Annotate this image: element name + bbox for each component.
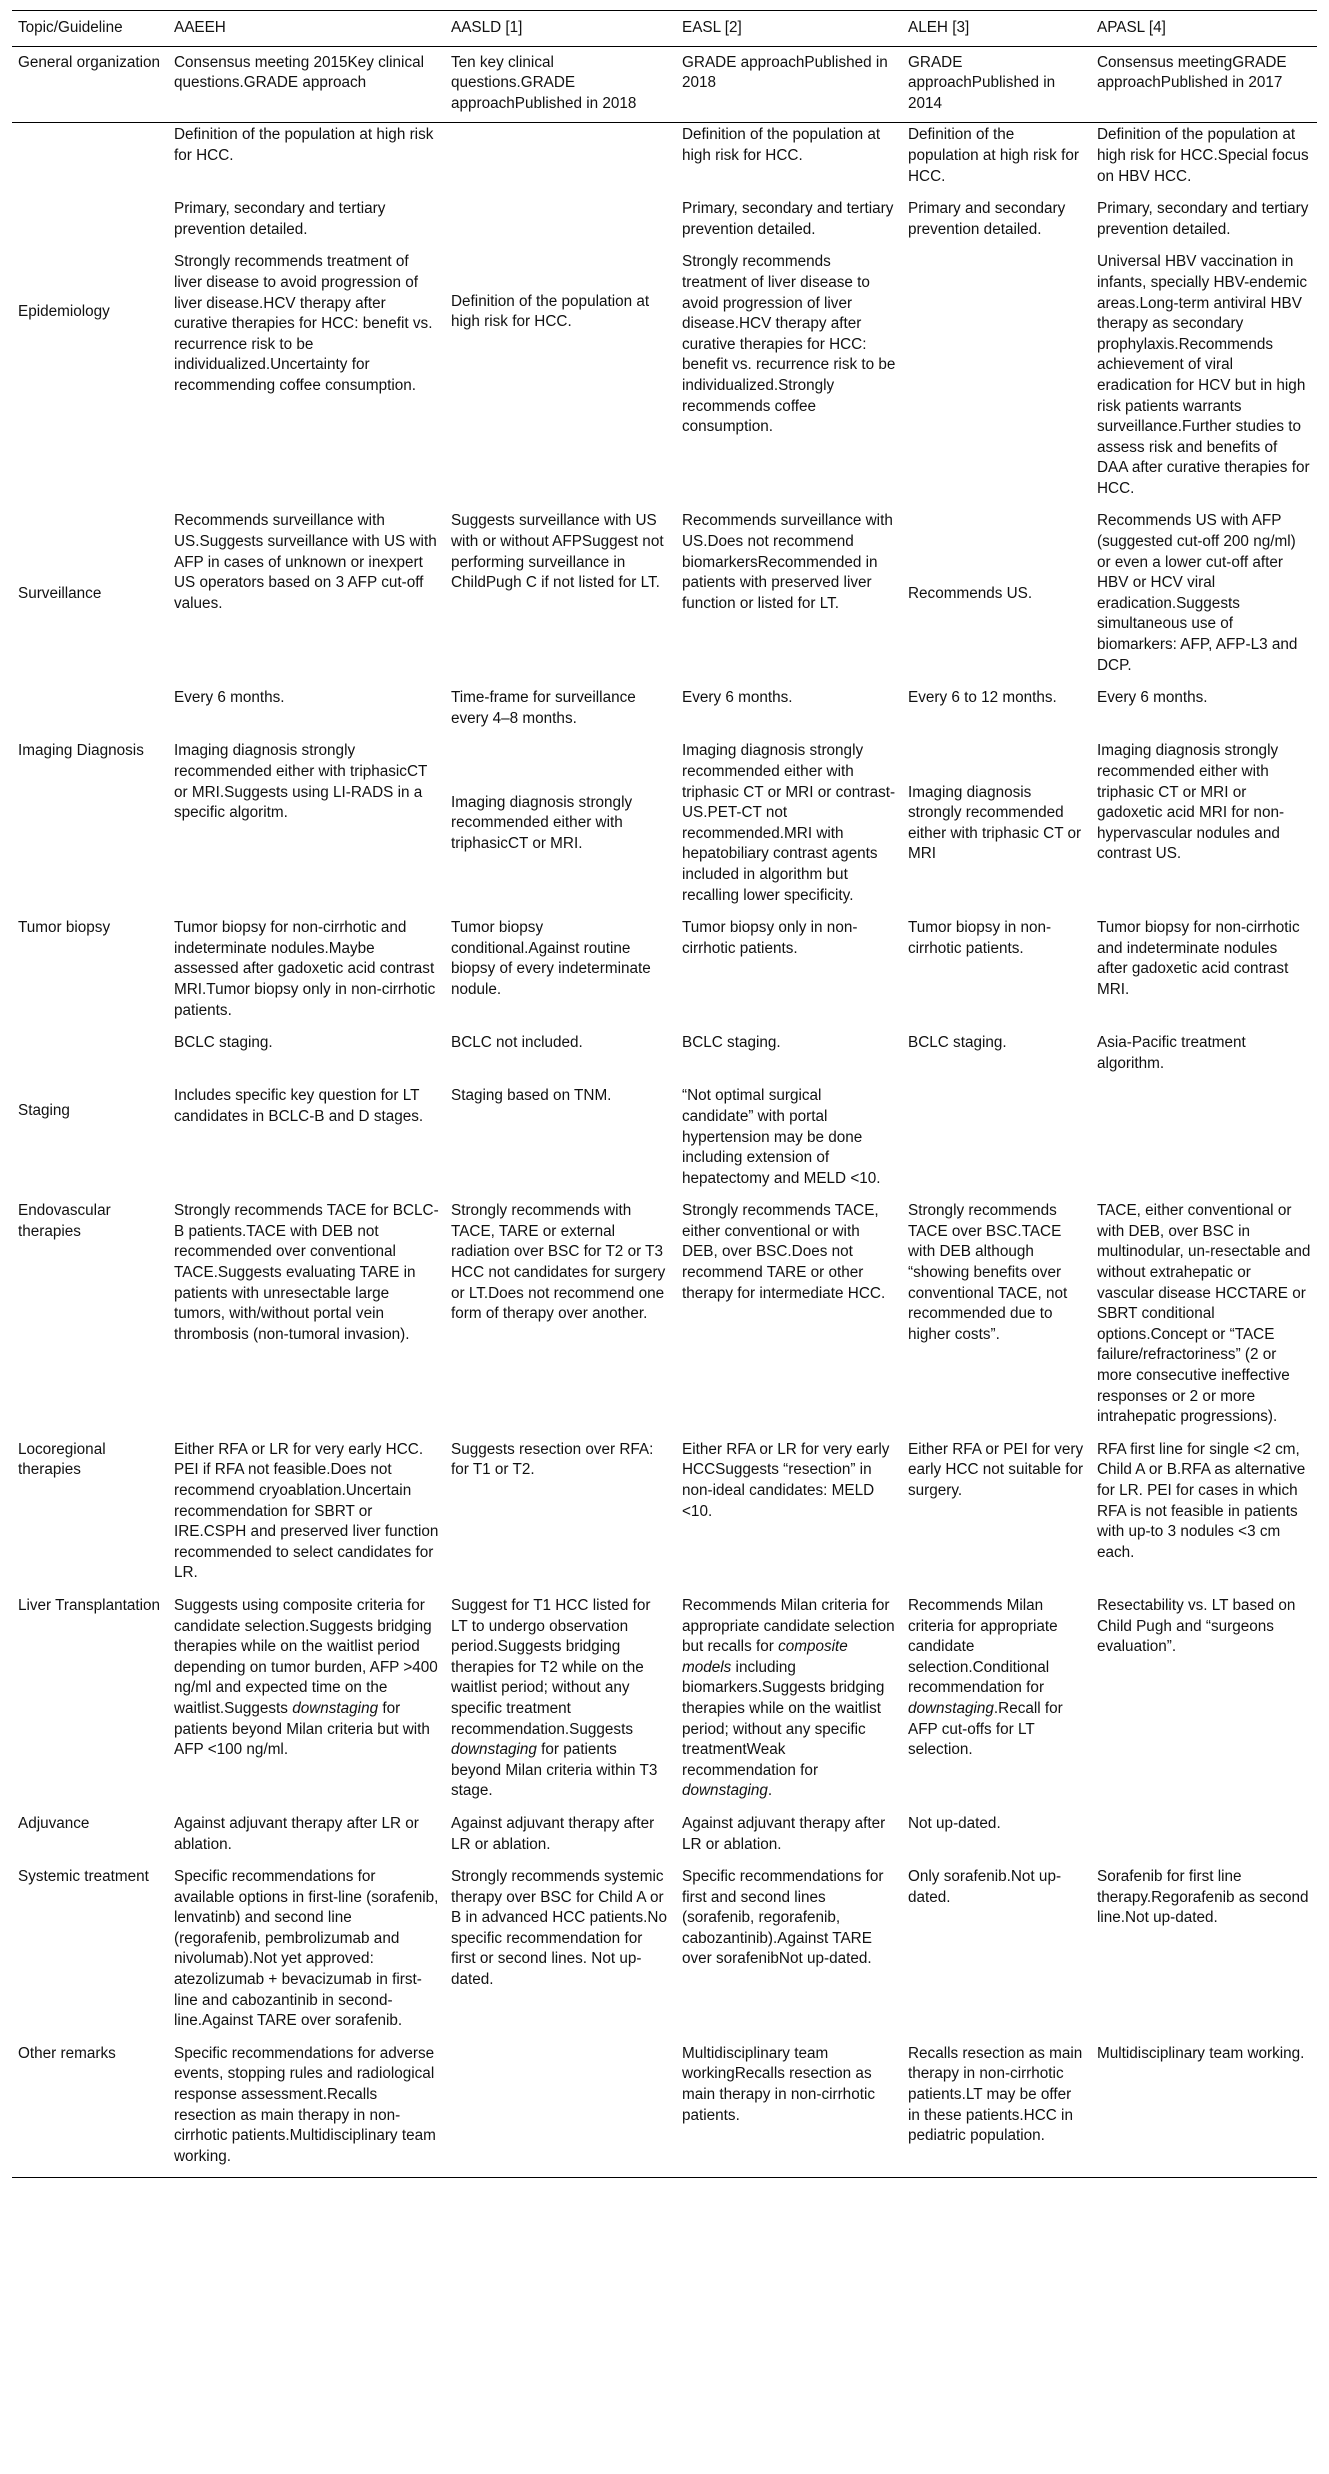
table-row	[12, 916, 1317, 1031]
topic-cell: Adjuvance	[18, 1814, 90, 1832]
table-cell	[12, 686, 168, 739]
cell-text: .Recall for AFP cut-offs for LT selection.	[908, 1699, 1063, 1759]
cell-text-italic: downstaging	[451, 1741, 537, 1759]
topic-cell: Locoregional therapies	[18, 1440, 106, 1479]
topic-cell: Liver Transplantation	[18, 1596, 161, 1614]
table-cell: Definition of the population at high risk for HCC.	[451, 292, 650, 331]
table-cell	[902, 250, 1091, 509]
topic-cell: Other remarks	[12, 2042, 168, 2178]
topic-cell: General organization	[12, 46, 168, 123]
header-aasld: AASLD [1]	[445, 11, 676, 47]
table-cell: Specific recommendations for first and second lines (sorafenib, regorafenib, cabozantinib).Against TARE over sorafenibNot up-dated.	[682, 1868, 884, 1968]
cell-text: .	[767, 1782, 773, 1800]
table-cell: Imaging diagnosis strongly recommended either with triphasic CT or MRI	[908, 783, 1082, 863]
table-cell: Ten key clinical questions.GRADE approachPublished in 2018	[445, 46, 676, 123]
cell-text: Recommends Milan criteria for appropriate candidate selection.Conditional recommendation for	[908, 1596, 1058, 1697]
table-cell: GRADE approachPublished in 2014	[902, 46, 1091, 123]
topic-cell: Imaging Diagnosis	[18, 742, 144, 760]
table-cell: Sorafenib for first line therapy.Regorafenib as second line.Not up-dated.	[1097, 1868, 1309, 1927]
table-cell: BCLC staging.	[174, 1034, 273, 1052]
table-cell: Includes specific key question for LT candidates in BCLC-B and D stages.	[174, 1087, 424, 1125]
table-cell: Every 6 months.	[682, 689, 793, 707]
table-row	[12, 1199, 1317, 1438]
table-cell	[1091, 1812, 1317, 1865]
table-cell: Tumor biopsy conditional.Against routine biopsy of every indeterminate nodule.	[451, 919, 651, 998]
table-cell	[676, 1594, 902, 1812]
table-row	[12, 1084, 1317, 1199]
table-cell: Either RFA or LR for very early HCC. PEI if RFA not feasible.Does not recommend cryoablation.Uncertain recommendation for SBRT or IRE.CSPH and preserved liver function recommended to select candidates for LR.	[174, 1440, 439, 1582]
cell-text: Suggest for T1 HCC listed for LT to undergo observation period.Suggests bridging therapies for T2 while on the waitlist period; without any specific treatment recommendation.Suggests	[451, 1596, 651, 1738]
table-cell: RFA first line for single <2 cm, Child A or B.RFA as alternative for LR. PEI for cases in which RFA is not feasible in patients with up-to 3 nodules <3 cm each.	[1097, 1440, 1306, 1561]
table-cell: Tumor biopsy for non-cirrhotic and indeterminate nodules after gadoxetic acid contrast MRI.	[1097, 919, 1300, 998]
table-cell: Imaging diagnosis strongly recommended either with triphasic CT or MRI or contrast-US.PET-CT not recommended.MRI with hepatobiliary contrast agents included in algorithm but recalling lower specificity.	[682, 742, 896, 904]
cell-text: including biomarkers.Suggests bridging therapies while on the waitlist period; without any specific treatmentWeak recommendation for	[682, 1658, 885, 1779]
table-cell: Strongly recommends with TACE, TARE or external radiation over BSC for T2 or T3 HCC not candidates for surgery or LT.Does not recommend one form of therapy over another.	[451, 1202, 666, 1323]
table-cell: Specific recommendations for available options in first-line (sorafenib, lenvatinb) and second line (regorafenib, pembrolizumab and nivolumab).Not yet approved: atezolizumab + bevacizumab in first-line and cabozantinib in second-line.Against TARE over sorafenib.	[174, 1868, 439, 2030]
table-row	[12, 739, 1317, 916]
table-cell: Definition of the population at high risk for HCC.	[908, 126, 1079, 185]
table-cell: Not up-dated.	[908, 1814, 1001, 1832]
cell-text-italic: composite models	[682, 1638, 848, 1676]
table-row	[12, 509, 1317, 686]
table-cell: Primary, secondary and tertiary prevention detailed.	[1097, 200, 1309, 238]
table-cell: Multidisciplinary team workingRecalls resection as main therapy in non-cirrhotic patients.	[676, 2042, 902, 2178]
table-cell: Recommends surveillance with US.Suggests surveillance with US with AFP in cases of unknown or inexpert US operators based on 3 AFP cut-off values.	[174, 512, 437, 612]
topic-cell: Staging	[18, 1101, 70, 1119]
table-cell: Imaging diagnosis strongly recommended either with triphasic CT or MRI or gadoxetic acid MRI for non-hypervascular nodules and contrast US.	[1097, 742, 1285, 863]
table-cell	[445, 2042, 676, 2178]
table-cell: Recommends surveillance with US.Does not recommend biomarkersRecommended in patients with preserved liver function or listed for LT.	[682, 512, 893, 612]
table-row	[12, 1594, 1317, 1812]
table-cell: Imaging diagnosis strongly recommended either with triphasicCT or MRI.Suggests using LI-RADS in a specific algoritm.	[174, 742, 428, 822]
table-cell: Definition of the population at high risk for HCC.	[174, 126, 434, 164]
table-cell: Definition of the population at high risk for HCC.	[682, 126, 881, 164]
table-cell: TACE, either conventional or with DEB, over BSC in multinodular, un-resectable and without extrahepatic or vascular disease HCCTARE or SBRT conditional options.Concept or “TACE failure/refractoriness” (2 or more consecutive ineffective responses or 2 or more intrahepatic progressions).	[1097, 1202, 1311, 1426]
table-cell: “Not optimal surgical candidate” with portal hypertension may be done including extension of hepatectomy and MELD <10.	[682, 1087, 881, 1187]
header-apasl: APASL [4]	[1091, 11, 1317, 47]
table-cell: Consensus meetingGRADE approachPublished in 2017	[1091, 46, 1317, 123]
table-cell	[168, 1594, 445, 1812]
table-cell: Suggests resection over RFA: for T1 or T2.	[451, 1440, 654, 1479]
table-cell: Specific recommendations for adverse events, stopping rules and radiological response assessment.Recalls resection as main therapy in non-cirrhotic patients.Multidisciplinary team working.	[168, 2042, 445, 2178]
table-row	[12, 46, 1317, 123]
table-cell	[902, 1084, 1091, 1199]
table-cell: Only sorafenib.Not up-dated.	[908, 1868, 1062, 1906]
topic-cell: Systemic treatment	[18, 1868, 149, 1886]
header-aaeeh: AAEEH	[168, 11, 445, 47]
topic-cell: Surveillance	[18, 584, 102, 602]
table-cell: Resectability vs. LT based on Child Pugh and “surgeons evaluation”.	[1097, 1596, 1296, 1656]
table-cell: Time-frame for surveillance every 4–8 months.	[451, 689, 636, 727]
table-cell: Asia-Pacific treatment algorithm.	[1097, 1034, 1246, 1072]
table-cell: Tumor biopsy for non-cirrhotic and indeterminate nodules.Maybe assessed after gadoxetic acid contrast MRI.Tumor biopsy only in non-cirrhotic patients.	[174, 919, 436, 1019]
table-cell: Strongly recommends treatment of liver disease to avoid progression of liver disease.HCV therapy after curative therapies for HCC: benefit vs. recurrence risk to be individualized.Strongly recommends coffee consumption.	[682, 253, 896, 436]
cell-text: for patients beyond Milan criteria but with AFP <100 ng/ml.	[174, 1699, 430, 1759]
table-row	[12, 1438, 1317, 1594]
table-cell: Staging based on TNM.	[451, 1087, 612, 1105]
header-aleh: ALEH [3]	[902, 11, 1091, 47]
table-cell: Strongly recommends TACE, either conventional or with DEB, over BSC.Does not recommend TARE or other therapy for intermediate HCC.	[682, 1202, 886, 1302]
table-cell: Either RFA or LR for very early HCCSuggests “resection” in non-ideal candidates: MELD <10.	[682, 1440, 890, 1520]
table-cell: Every 6 to 12 months.	[908, 689, 1057, 707]
topic-cell: Tumor biopsy	[18, 919, 111, 937]
header-easl: EASL [2]	[676, 11, 902, 47]
cell-text-italic: downstaging	[908, 1699, 994, 1717]
header-row	[12, 11, 1317, 47]
table-cell: Suggests surveillance with US with or without AFPSuggest not performing surveillance in ChildPugh C if not listed for LT.	[451, 512, 664, 592]
table-cell: Against adjuvant therapy after LR or ablation.	[174, 1814, 419, 1853]
cell-text: for patients beyond Milan criteria within T3 stage.	[451, 1741, 658, 1800]
table-cell: Against adjuvant therapy after LR or ablation.	[451, 1814, 655, 1853]
table-cell	[445, 1594, 676, 1812]
table-cell	[1091, 1084, 1317, 1199]
table-row	[12, 1812, 1317, 1865]
table-cell: Strongly recommends treatment of liver disease to avoid progression of liver disease.HCV therapy after curative therapies for HCC: benefit vs. recurrence risk to be individualized.Uncertainty for recommending coffee consumption.	[174, 253, 433, 394]
table-cell: Primary and secondary prevention detailed.	[908, 200, 1066, 238]
cell-text: Recommends Milan criteria for appropriate candidate selection but recalls for	[682, 1596, 895, 1656]
table-cell: Either RFA or PEI for very early HCC not suitable for surgery.	[908, 1440, 1084, 1499]
table-cell: Strongly recommends TACE for BCLC-B patients.TACE with DEB not recommended over conventional TACE.Suggests evaluating TARE in patients with unresectable large tumors, with/without portal vein thrombosis (non-tumoral invasion).	[174, 1202, 439, 1343]
table-cell: Strongly recommends systemic therapy over BSC for Child A or B in advanced HCC patients.No specific recommendation for first or second lines. Not up-dated.	[451, 1868, 667, 1989]
table-cell: Every 6 months.	[1097, 689, 1208, 707]
table-row	[12, 123, 1317, 197]
table-cell: BCLC staging.	[908, 1034, 1007, 1052]
table-row	[12, 1865, 1317, 2042]
topic-cell: Epidemiology	[18, 303, 110, 321]
table-cell: GRADE approachPublished in 2018	[676, 46, 902, 123]
table-cell: Tumor biopsy in non-cirrhotic patients.	[908, 919, 1052, 957]
table-cell: Primary, secondary and tertiary prevention detailed.	[682, 200, 894, 238]
header-topic: Topic/Guideline	[12, 11, 168, 47]
table-cell: BCLC not included.	[451, 1034, 583, 1052]
cell-text-italic: downstaging	[292, 1699, 379, 1717]
table-cell: Multidisciplinary team working.	[1091, 2042, 1317, 2178]
table-cell: Tumor biopsy only in non-cirrhotic patients.	[682, 919, 858, 957]
topic-cell: Endovascular therapies	[18, 1202, 111, 1240]
table-cell	[902, 1594, 1091, 1812]
table-row	[12, 2042, 1317, 2178]
table-cell: Recommends US with AFP (suggested cut-off 200 ng/ml) or even a lower cut-off after HBV or HCV viral eradication.Suggests simultaneous use of biomarkers: AFP, AFP-L3 and DCP.	[1097, 512, 1298, 674]
table-row	[12, 1031, 1317, 1084]
table-cell: Recommends US.	[908, 584, 1033, 602]
table-cell: BCLC staging.	[682, 1034, 781, 1052]
table-cell: Primary, secondary and tertiary prevention detailed.	[174, 200, 386, 238]
table-row	[12, 686, 1317, 739]
table-cell: Against adjuvant therapy after LR or ablation.	[682, 1814, 886, 1853]
table-cell: Definition of the population at high risk for HCC.Special focus on HBV HCC.	[1097, 126, 1309, 185]
table-cell: Strongly recommends TACE over BSC.TACE with DEB although “showing benefits over conventional TACE, not recommended due to higher costs”.	[908, 1202, 1068, 1343]
table-cell: Imaging diagnosis strongly recommended either with triphasicCT or MRI.	[451, 793, 633, 853]
table-cell: Consensus meeting 2015Key clinical questions.GRADE approach	[168, 46, 445, 123]
cell-text: Suggests using composite criteria for candidate selection.Suggests bridging therapies while on the waitlist period depending on tumor burden, AFP >400 ng/ml and expected time on the waitlist.Suggests	[174, 1596, 438, 1717]
guidelines-comparison-table	[12, 10, 1317, 2178]
table-cell: Universal HBV vaccination in infants, specially HBV-endemic areas.Long-term antiviral HBV therapy as secondary prophylaxis.Recommends achievement of viral eradication for HCV but in high risk patients warrants surveillance.Further studies to assess risk and benefits of DAA after curative therapies for HCC.	[1097, 253, 1310, 497]
cell-text-italic: downstaging	[682, 1782, 768, 1800]
table-cell: Every 6 months.	[174, 689, 285, 707]
table-cell: Recalls resection as main therapy in non-cirrhotic patients.LT may be offer in these patients.HCC in pediatric population.	[902, 2042, 1091, 2178]
